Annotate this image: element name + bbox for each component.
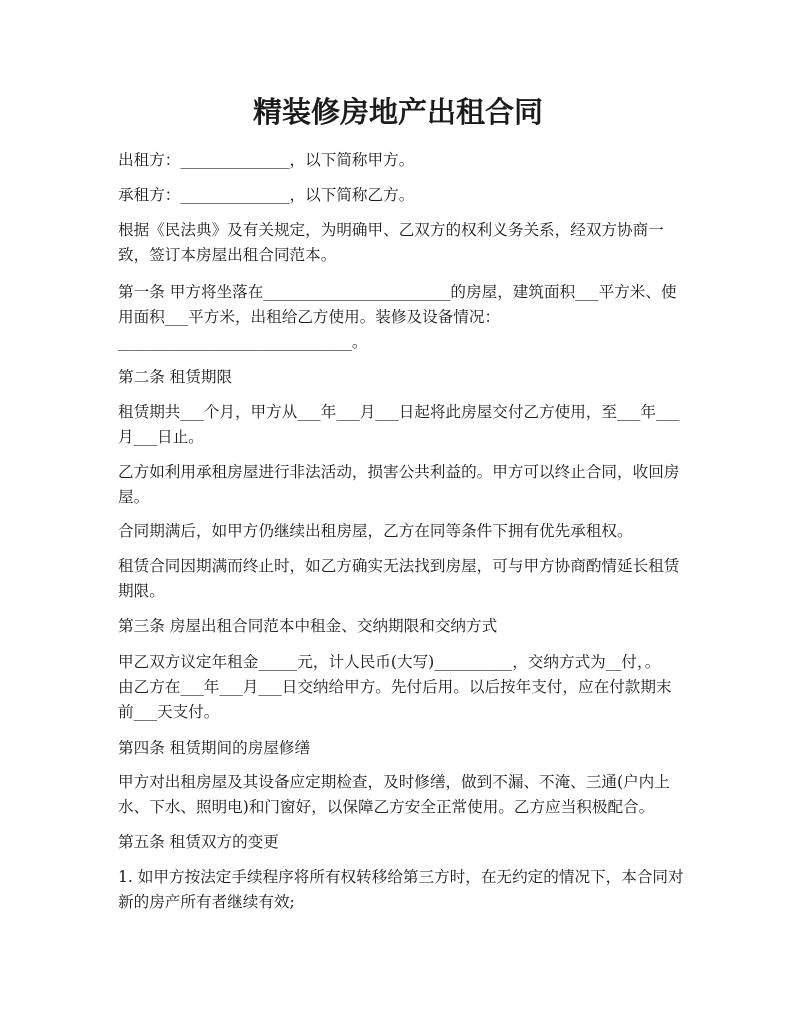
paragraph-line: 根据《民法典》及有关规定，为明确甲、乙双方的权利义务关系，经双方协商一 bbox=[118, 221, 664, 239]
paragraph-line: 用面积___平方米，出租给乙方使用。装修及设备情况： bbox=[118, 308, 501, 326]
paragraph-line: 第一条 甲方将坐落在________________________的房屋，建筑面积___平方米、使 bbox=[118, 283, 677, 301]
paragraph-line: 致，签订本房屋出租合同范本。 bbox=[118, 246, 337, 264]
paragraph-line: 租赁合同因期满而终止时，如乙方确实无法找到房屋，可与甲方协商酌情延长租赁 bbox=[118, 557, 680, 575]
paragraph-line: 屋。 bbox=[118, 488, 150, 506]
paragraph-line: 第四条 租赁期间的房屋修缮 bbox=[118, 739, 311, 757]
paragraph-line: 期限。 bbox=[118, 582, 165, 600]
paragraph-line: 前___天支付。 bbox=[118, 703, 220, 721]
paragraph-line: 甲乙双方议定年租金_____元，计人民币(大写)__________，交纳方式为__付，。 bbox=[118, 653, 661, 671]
paragraph-line: 出租方：______________，以下简称甲方。 bbox=[118, 151, 415, 169]
paragraph-line: 第三条 房屋出租合同范本中租金、交纳期限和交纳方式 bbox=[118, 617, 498, 635]
paragraph-line: 租赁期共___个月，甲方从___年___月___日起将此房屋交付乙方使用，至___年___ bbox=[118, 403, 680, 421]
paragraph-line: 甲方对出租房屋及其设备应定期检查，及时修缮，做到不漏、不淹、三通(户内上 bbox=[118, 773, 670, 791]
paragraph-line: 由乙方在___年___月___日交纳给甲方。先付后用。以后按年支付，应在付款期末 bbox=[118, 678, 672, 696]
paragraph-line: 乙方如利用承租房屋进行非法活动，损害公共利益的。甲方可以终止合同，收回房 bbox=[118, 463, 680, 481]
paragraph-line: 承租方：______________，以下简称乙方。 bbox=[118, 186, 415, 204]
paragraph-line: 月___日止。 bbox=[118, 428, 204, 446]
paragraph-line: 第五条 租赁双方的变更 bbox=[118, 833, 279, 851]
paragraph-line: 1. 如甲方按法定手续程序将所有权转移给第三方时，在无约定的情况下，本合同对 bbox=[118, 868, 684, 886]
paragraph-line: 水、下水、照明电)和门窗好，以保障乙方安全正常使用。乙方应当积极配合。 bbox=[118, 798, 655, 816]
paragraph-line: ______________________________。 bbox=[118, 333, 368, 351]
paragraph-line: 新的房产所有者继续有效; bbox=[118, 893, 295, 911]
paragraph-line: 第二条 租赁期限 bbox=[118, 368, 233, 386]
document-title: 精装修房地产出租合同 bbox=[252, 95, 543, 129]
paragraph-line: 合同期满后，如甲方仍继续出租房屋，乙方在同等条件下拥有优先承租权。 bbox=[118, 522, 633, 540]
